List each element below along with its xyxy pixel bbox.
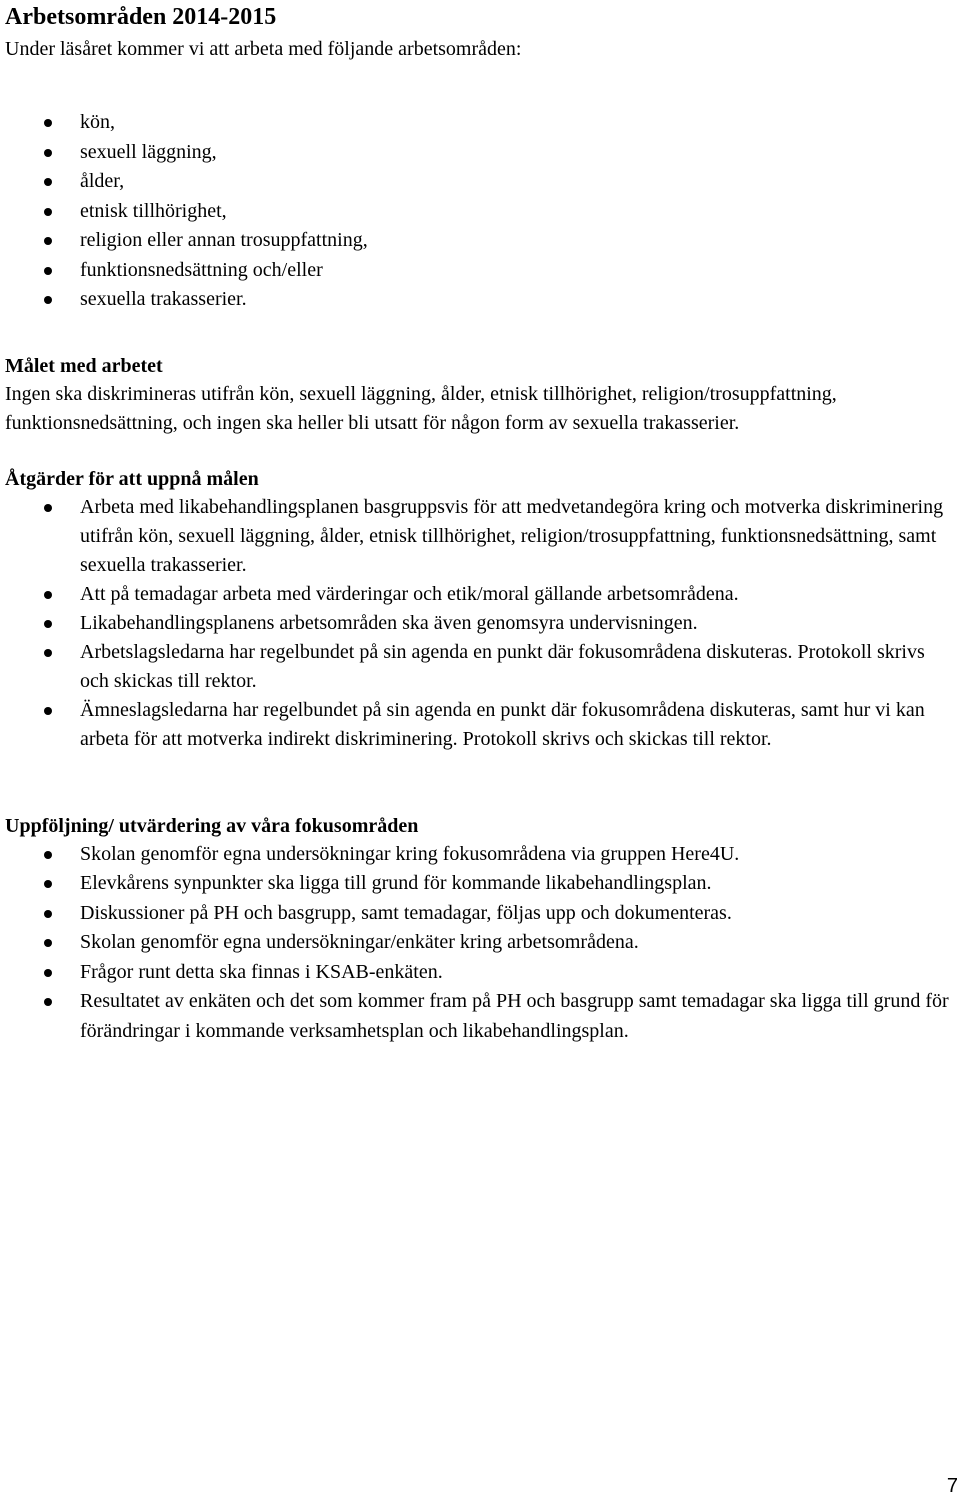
bullet-icon	[44, 119, 52, 127]
list-item: kön,	[5, 108, 955, 138]
topics-list	[5, 108, 955, 315]
list-item: sexuella trakasserier.	[5, 285, 955, 315]
list-item: Skolan genomför egna undersökningar/enkäter kring arbetsområdena.	[5, 928, 955, 958]
list-item: Elevkårens synpunkter ska ligga till grund för kommande likabehandlingsplan.	[5, 869, 955, 899]
goal-text: Ingen ska diskrimineras utifrån kön, sexuell läggning, ålder, etnisk tillhörighet, religion/trosuppfattning, funktionsnedsättning, och ingen ska heller bli utsatt för någon form av sexuella trakasserier.	[5, 382, 837, 434]
actions-heading: Åtgärder för att uppnå målen	[5, 467, 259, 490]
list-item: etnisk tillhörighet,	[5, 197, 955, 227]
list-item: Resultatet av enkäten och det som kommer fram på PH och basgrupp samt temadagar ska ligga till grund för förändringar i kommande verksamhetsplan och likabehandlingsplan.	[5, 987, 955, 1046]
bullet-icon	[44, 237, 52, 245]
list-item: Frågor runt detta ska finnas i KSAB-enkäten.	[5, 958, 955, 988]
bullet-icon	[44, 296, 52, 304]
list-item: ålder,	[5, 167, 955, 197]
bullet-icon	[44, 998, 52, 1006]
bullet-icon	[44, 620, 52, 628]
list-item: Ämneslagsledarna har regelbundet på sin agenda en punkt där fokusområdena diskuteras, samt hur vi kan arbeta för att motverka indirekt diskriminering. Protokoll skrivs och skickas till rektor.	[5, 696, 955, 754]
bullet-icon	[44, 707, 52, 715]
list-item: Diskussioner på PH och basgrupp, samt temadagar, följas upp och dokumenteras.	[5, 899, 955, 929]
list-item: Att på temadagar arbeta med värderingar och etik/moral gällande arbetsområdena.	[5, 580, 955, 609]
bullet-icon	[44, 149, 52, 157]
bullet-icon	[44, 267, 52, 275]
actions-section	[5, 465, 955, 754]
bullet-icon	[44, 504, 52, 512]
intro-text: Under läsåret kommer vi att arbeta med följande arbetsområden:	[5, 38, 522, 60]
document-page	[5, 0, 955, 1046]
list-item: funktionsnedsättning och/eller	[5, 256, 955, 286]
bullet-icon	[44, 851, 52, 859]
list-item: Skolan genomför egna undersökningar kring fokusområdena via gruppen Here4U.	[5, 840, 955, 870]
list-item: religion eller annan trosuppfattning,	[5, 226, 955, 256]
followup-heading: Uppföljning/ utvärdering av våra fokusområden	[5, 814, 419, 837]
list-item: Arbeta med likabehandlingsplanen basgruppsvis för att medvetandegöra kring och motverka diskriminering utifrån kön, sexuell läggning, ålder, etnisk tillhörighet, religion/trosuppfattning, funktionsnedsättning, samt sexuella trakasserier.	[5, 493, 955, 580]
bullet-icon	[44, 969, 52, 977]
bullet-icon	[44, 208, 52, 216]
followup-section	[5, 812, 955, 1047]
bullet-icon	[44, 591, 52, 599]
list-item: Arbetslagsledarna har regelbundet på sin agenda en punkt där fokusområdena diskuteras. Protokoll skrivs och skickas till rektor.	[5, 638, 955, 696]
page-title: Arbetsområden 2014-2015	[5, 4, 277, 30]
followup-list	[5, 840, 955, 1047]
list-item: Likabehandlingsplanens arbetsområden ska även genomsyra undervisningen.	[5, 609, 955, 638]
goal-heading: Målet med arbetet	[5, 354, 163, 377]
list-item: sexuell läggning,	[5, 138, 955, 168]
bullet-icon	[44, 178, 52, 186]
bullet-icon	[44, 880, 52, 888]
page-number: 7	[946, 1475, 958, 1497]
bullet-icon	[44, 939, 52, 947]
bullet-icon	[44, 649, 52, 657]
goal-section	[5, 352, 955, 438]
bullet-icon	[44, 910, 52, 918]
actions-list	[5, 493, 955, 754]
